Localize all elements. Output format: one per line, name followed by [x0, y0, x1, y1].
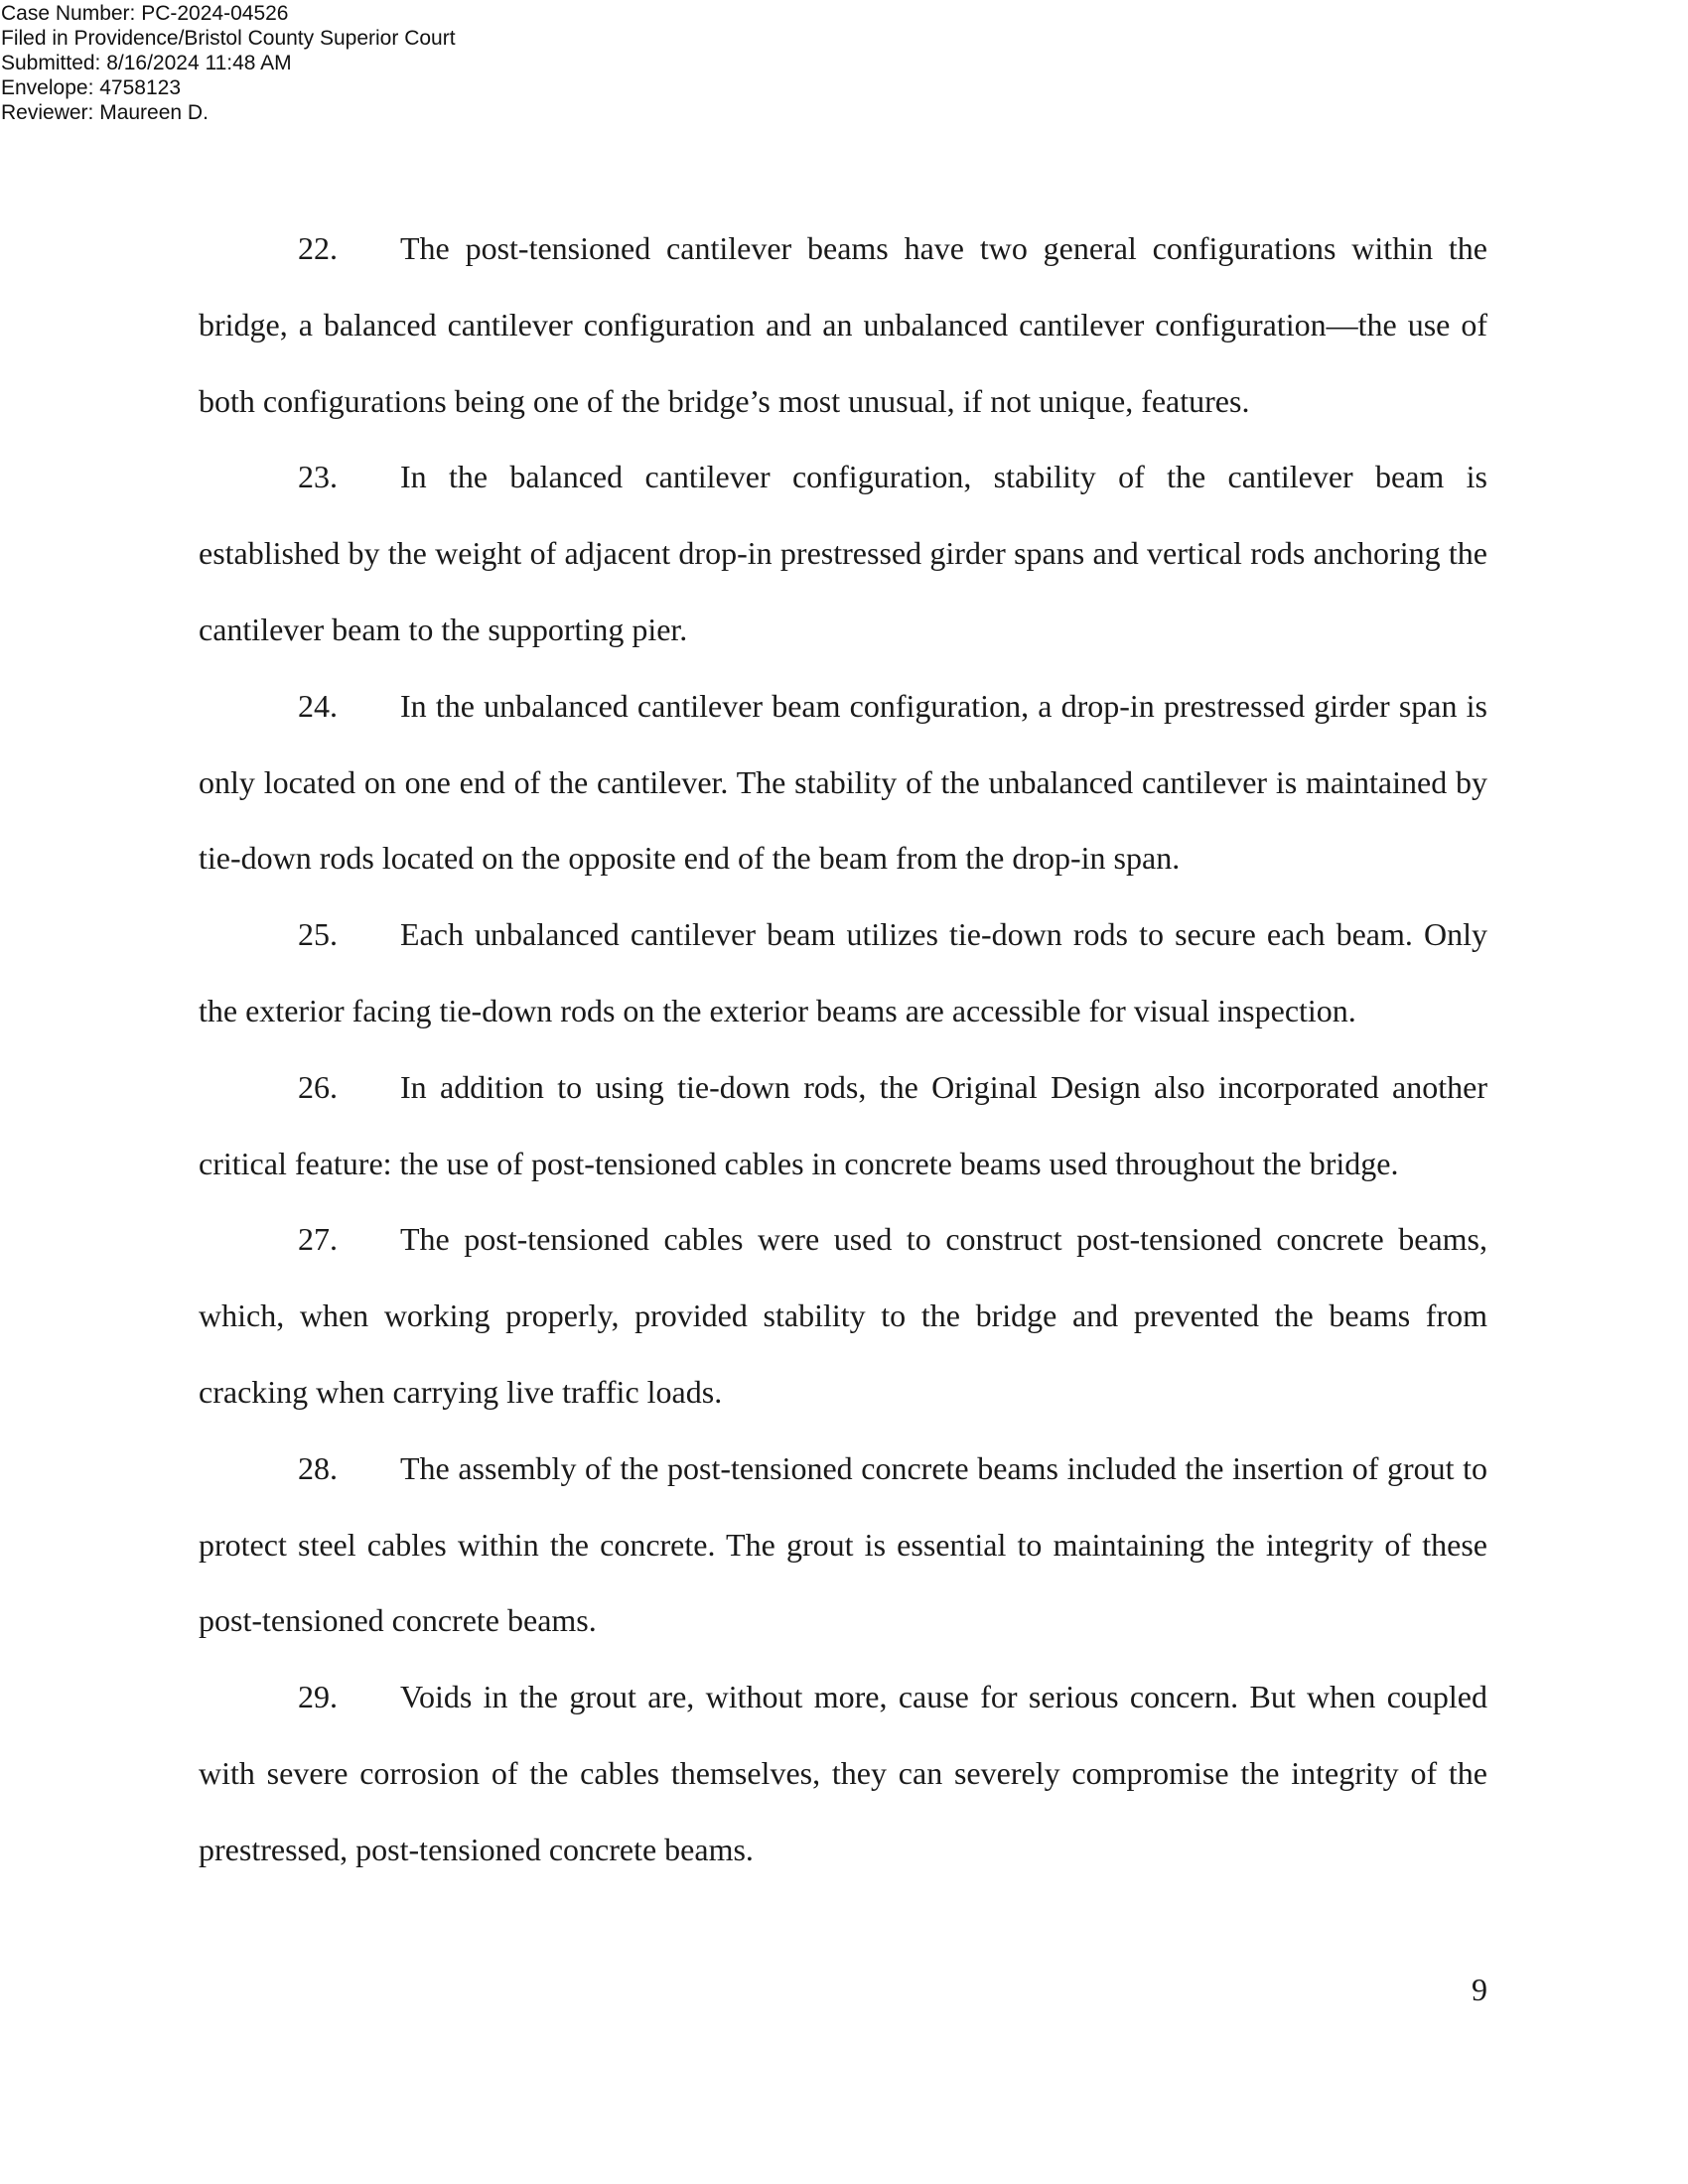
numbered-paragraph [199, 1201, 1487, 1430]
filed-in-court: Filed in Providence/Bristol County Superior Court [1, 27, 456, 50]
paragraph-number: 23. [298, 459, 338, 495]
paragraph-text: The post-tensioned cantilever beams have two general configurations within the bridge, a balanced cantilever configuration and an unbalanced cantilever configuration—the use of both configurations being one of the bridge’s most unusual, if not unique, features. [199, 230, 1487, 419]
submitted-timestamp: Submitted: 8/16/2024 11:48 AM [1, 52, 292, 74]
paragraph-number: 29. [298, 1679, 338, 1715]
paragraph-number: 26. [298, 1068, 338, 1105]
paragraph-text: In addition to using tie-down rods, the Original Design also incorporated another critical feature: the use of post-tensioned cables in concrete beams used throughout the bridge. [199, 1068, 1487, 1181]
paragraph-text: In the balanced cantilever configuration, stability of the cantilever beam is established by the weight of adjacent drop-in prestressed girder spans and vertical rods anchoring the cantilever beam to the supporting pier. [199, 459, 1487, 647]
paragraph-number: 27. [298, 1221, 338, 1258]
paragraph-text: Voids in the grout are, without more, cause for serious concern. But when coupled with severe corrosion of the cables themselves, they can severely compromise the integrity of the prestressed, post-tensioned concrete beams. [199, 1679, 1487, 1867]
paragraph-number: 25. [298, 916, 338, 953]
filing-stamp-header [1, 1, 456, 125]
case-number: Case Number: PC-2024-04526 [1, 2, 289, 25]
numbered-paragraph [199, 1431, 1487, 1659]
paragraph-number: 24. [298, 687, 338, 724]
paragraph-number: 22. [298, 230, 338, 266]
paragraph-number: 28. [298, 1449, 338, 1486]
paragraph-text: The assembly of the post-tensioned concrete beams included the insertion of grout to protect steel cables within the concrete. The grout is essential to maintaining the integrity of these post-tensioned concrete beams. [199, 1449, 1487, 1639]
paragraph-text: Each unbalanced cantilever beam utilizes tie-down rods to secure each beam. Only the exterior facing tie-down rods on the exterior beams are accessible for visual inspection. [199, 916, 1487, 1028]
document-body [199, 210, 1487, 1888]
numbered-paragraph [199, 1659, 1487, 1887]
numbered-paragraph [199, 1049, 1487, 1202]
numbered-paragraph [199, 896, 1487, 1049]
numbered-paragraph [199, 210, 1487, 439]
numbered-paragraph [199, 668, 1487, 896]
paragraph-text: In the unbalanced cantilever beam configuration, a drop-in prestressed girder span is only located on one end of the cantilever. The stability of the unbalanced cantilever is maintained by tie-down rods located on the opposite end of the beam from the drop-in span. [199, 687, 1487, 877]
envelope-number: Envelope: 4758123 [1, 76, 181, 99]
page-number: 9 [1472, 1972, 1487, 2007]
numbered-paragraph [199, 439, 1487, 667]
reviewer-name: Reviewer: Maureen D. [1, 101, 209, 124]
paragraph-text: The post-tensioned cables were used to construct post-tensioned concrete beams, which, when working properly, provided stability to the bridge and prevented the beams from cracking when carrying live traffic loads. [199, 1221, 1487, 1410]
